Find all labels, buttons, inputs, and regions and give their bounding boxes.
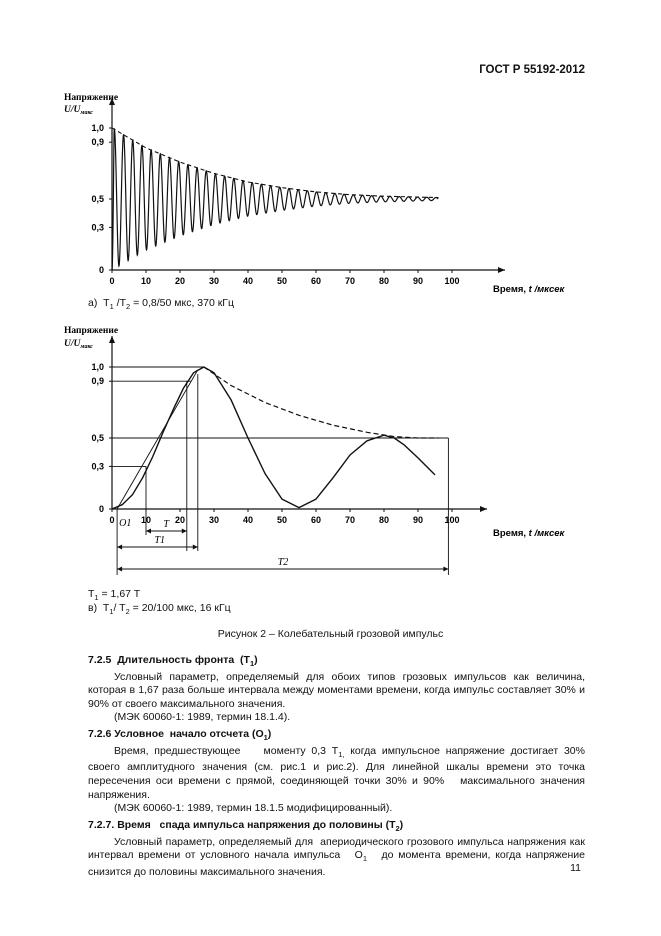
chart-a-xlabel: Время, t /мксек: [493, 284, 565, 295]
dim-T2-arrow-right: [443, 567, 448, 572]
y-tick-label: 0,9: [91, 137, 104, 148]
chart-b-xlabel: Время, t /мксек: [493, 528, 565, 539]
x-tick-label: 30: [208, 515, 220, 525]
section-paragraph: Условный параметр, определяемый для апериодического грозового импульса напряжения как интервал времени от условного начала импульса $O_1$ до момента времени, когда напряжение снизится до половины максимального значения.: [88, 835, 585, 878]
section-paragraph: Время, предшествующее моменту 0,3 $T_{1,}$ когда импульсное напряжение достигает 30% своего амплитудного значения (см. рис.1 и рис.2). Для линейной шкалы времени это точка пересечения оси времени с прямой, соединяющей точки 30% и 90% максимального значения напряжения.: [88, 744, 585, 801]
label-o1: O1: [119, 518, 132, 529]
dim-T1-arrow-right: [193, 545, 198, 550]
chart-b: [0, 300, 661, 590]
x-tick-label: 0: [109, 515, 115, 525]
y-tick-label: 1,0: [91, 123, 104, 133]
x-tick-label: 20: [174, 276, 186, 286]
label-T: T: [163, 519, 169, 530]
x-tick-label: 100: [444, 515, 460, 525]
chart-b-ylabel: Напряжение: [64, 326, 119, 336]
x-tick-label: 70: [344, 276, 356, 286]
section-reference: (МЭК 60060-1: 1989, термин 18.1.4).: [114, 711, 291, 724]
x-tick-label: 10: [140, 515, 152, 525]
x-tick-label: 100: [444, 276, 460, 286]
section-7-2-7: [88, 819, 585, 880]
x-tick-label: 80: [378, 276, 390, 286]
chart-a-ylabel: Напряжение: [64, 93, 119, 103]
x-tick-label: 70: [344, 515, 356, 525]
caption-a: а) $T_1$ $/T_2 = 0,8/50$ мкс, 370 кГц: [88, 297, 235, 312]
envelope-line: [204, 367, 439, 438]
dim-T-arrow-right: [182, 529, 187, 534]
x-tick-label: 0: [109, 276, 115, 286]
y-tick-label: 0,9: [91, 376, 104, 387]
front-line: [117, 370, 198, 509]
x-tick-label: 30: [208, 276, 220, 286]
y-tick-label: 0,5: [91, 194, 104, 204]
section-heading: 7.2.6 Условное начало отсчета $(O_1)$: [88, 728, 272, 743]
dim-T2-arrow-left: [117, 567, 122, 572]
x-tick-label: 90: [412, 276, 424, 286]
x-tick-label: 10: [140, 276, 152, 286]
x-tick-label: 40: [242, 276, 254, 286]
x-tick-label: 60: [310, 276, 322, 286]
x-tick-label: 90: [412, 515, 424, 525]
caption-b: в) $T_1/$ $T_2 = 20/100$ мкс, 16 кГц: [88, 602, 231, 617]
section-heading: 7.2.5 Длительность фронта $(T_1)$: [88, 654, 258, 669]
figure-title: Рисунок 2 – Колебательный грозовой импульс: [217, 628, 444, 640]
x-tick-label: 50: [276, 276, 288, 286]
page-number: 11: [570, 862, 581, 874]
y-tick-label: 0,3: [91, 461, 104, 472]
chart-a-ylabel-ratio: $U/U_{макс}$: [64, 105, 93, 116]
dim-T-arrow-left: [146, 529, 151, 534]
label-T2: T2: [277, 557, 289, 568]
body-text: [88, 651, 585, 879]
x-tick-label: 40: [242, 515, 254, 525]
y-tick-label: 0: [98, 265, 104, 275]
y-tick-label: 0,3: [91, 222, 104, 233]
section-heading: 7.2.7. Время спада импульса напряжения до половины $(T_2)$: [88, 818, 404, 833]
chart-a: [0, 0, 661, 300]
chart-b-ylabel-ratio: $U/U_{макс}$: [64, 339, 93, 350]
section-paragraph: Условный параметр, определяемый для обоих типов грозовых импульсов как величина, которая в 1,67 раза больше интервала между моментами времени, когда импульс составляет 30% и 90% от своего максимального значения.: [88, 670, 585, 710]
label-T1: T1: [154, 535, 166, 546]
x-axis-arrow: [480, 506, 487, 512]
y-axis-arrow: [109, 336, 115, 343]
oscillation-curve: [112, 130, 438, 270]
section-7-2-5: [88, 654, 585, 725]
document-standard-number: ГОСТ Р 55192-2012: [479, 64, 585, 76]
x-tick-label: 50: [276, 515, 288, 525]
section-reference: (МЭК 60060-1: 1989, термин 18.1.5 модифицированный).: [114, 802, 393, 815]
y-tick-label: 1,0: [91, 362, 104, 372]
caption-t1-relation: $T_1 = 1,67$ T: [88, 588, 141, 603]
dim-T1-arrow-left: [117, 545, 122, 550]
x-tick-label: 20: [174, 515, 186, 525]
x-axis-arrow: [498, 267, 505, 273]
section-7-2-6: [88, 728, 585, 816]
y-tick-label: 0,5: [91, 433, 104, 443]
x-tick-label: 60: [310, 515, 322, 525]
y-tick-label: 0: [98, 504, 104, 514]
x-tick-label: 80: [378, 515, 390, 525]
